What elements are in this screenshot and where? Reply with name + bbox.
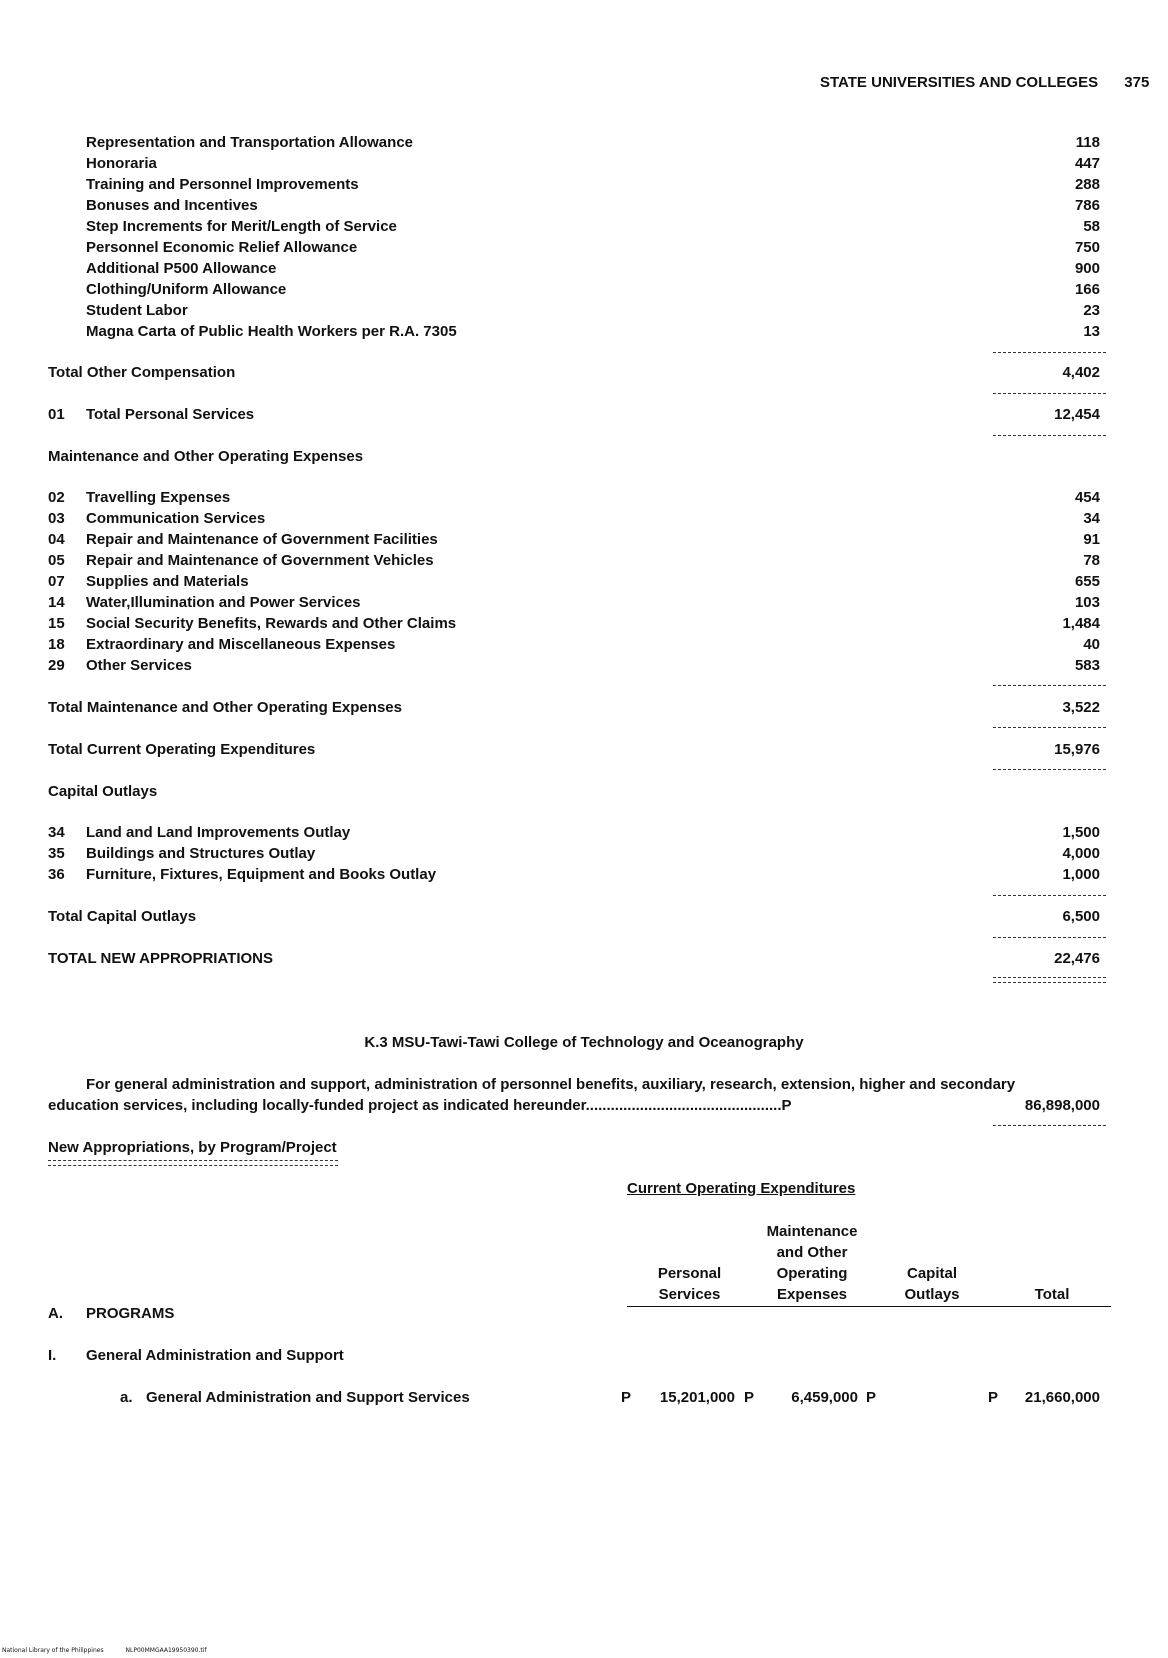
row-a-label: General Administration and Support Services bbox=[146, 1389, 470, 1406]
subtotal-rule bbox=[993, 685, 1106, 686]
line-item-code: 29 bbox=[48, 657, 65, 674]
line-item-label: Other Services bbox=[86, 657, 192, 674]
capital-outlays-heading: Capital Outlays bbox=[48, 783, 158, 800]
mooe-heading: Maintenance and Other Operating Expenses bbox=[48, 448, 364, 465]
line-item-value: 166 bbox=[1074, 281, 1100, 298]
subtotal-rule bbox=[993, 895, 1106, 896]
row-a-personal: 15,201,000 bbox=[659, 1389, 735, 1406]
line-item-value: 900 bbox=[1074, 260, 1100, 277]
line-item-label: Bonuses and Incentives bbox=[86, 197, 258, 214]
line-item-label: Step Increments for Merit/Length of Service bbox=[86, 218, 397, 235]
col-total bbox=[992, 1284, 1112, 1305]
line-item-label: Personnel Economic Relief Allowance bbox=[86, 239, 358, 256]
line-item-label: Repair and Maintenance of Government Facilities bbox=[86, 531, 438, 548]
appropriations-heading-double-rule bbox=[48, 1160, 338, 1166]
header-title: STATE UNIVERSITIES AND COLLEGES bbox=[820, 74, 1099, 91]
col-mooe-line4: Expenses bbox=[776, 1286, 848, 1303]
line-item-value: 288 bbox=[1074, 176, 1100, 193]
line-item-label: Student Labor bbox=[86, 302, 188, 319]
line-item-value: 1,000 bbox=[1062, 866, 1100, 883]
line-item-label: Additional P500 Allowance bbox=[86, 260, 277, 277]
amount-rule bbox=[993, 1125, 1106, 1126]
subtotal-rule bbox=[993, 393, 1106, 394]
line-item-value: 1,484 bbox=[1062, 615, 1100, 632]
subtotal-rule bbox=[993, 435, 1106, 436]
line-item-value: 786 bbox=[1074, 197, 1100, 214]
line-item-label: Furniture, Fixtures, Equipment and Books Outlay bbox=[86, 866, 437, 883]
col-capital-line2: Outlays bbox=[904, 1286, 960, 1303]
line-item-code: 36 bbox=[48, 866, 65, 883]
total-new-appropriations-value: 22,476 bbox=[1054, 950, 1100, 967]
line-item-value: 1,500 bbox=[1062, 824, 1100, 841]
line-item-value: 750 bbox=[1074, 239, 1100, 256]
col-capital-outlays bbox=[872, 1263, 992, 1305]
running-header bbox=[820, 74, 1149, 91]
line-item-code: 05 bbox=[48, 552, 65, 569]
line-item-value: 118 bbox=[1075, 134, 1100, 151]
line-item-label: Training and Personnel Improvements bbox=[86, 176, 359, 193]
line-item-code: 04 bbox=[48, 531, 65, 548]
total-capital-outlays-value: 6,500 bbox=[1062, 908, 1100, 925]
line-item-value: 583 bbox=[1074, 657, 1100, 674]
row-a-total: 21,660,000 bbox=[1024, 1389, 1100, 1406]
line-item-code: 03 bbox=[48, 510, 65, 527]
total-current-operating-value: 15,976 bbox=[1054, 741, 1100, 758]
programs-letter: A. bbox=[48, 1305, 63, 1322]
section-paragraph-line2: education services, including locally-funded project as indicated hereunder...............................................P bbox=[48, 1097, 792, 1114]
line-item-label: Repair and Maintenance of Government Vehicles bbox=[86, 552, 434, 569]
programs-label: PROGRAMS bbox=[86, 1305, 175, 1322]
total-personal-services-value: 12,454 bbox=[1054, 406, 1100, 423]
line-item-label: Supplies and Materials bbox=[86, 573, 249, 590]
line-item-label: Representation and Transportation Allowance bbox=[86, 134, 413, 151]
scan-footer bbox=[2, 1647, 207, 1654]
line-item-value: 91 bbox=[1083, 531, 1100, 548]
row-a-letter: a. bbox=[120, 1389, 133, 1406]
line-item-label: Travelling Expenses bbox=[86, 489, 231, 506]
subtotal-rule bbox=[993, 769, 1106, 770]
total-other-compensation-label: Total Other Compensation bbox=[48, 364, 236, 381]
line-item-label: Extraordinary and Miscellaneous Expenses bbox=[86, 636, 396, 653]
line-item-value: 58 bbox=[1083, 218, 1100, 235]
line-item-value: 78 bbox=[1083, 552, 1100, 569]
line-item-value: 454 bbox=[1074, 489, 1100, 506]
line-item-value: 34 bbox=[1083, 510, 1100, 527]
line-item-label: Honoraria bbox=[86, 155, 157, 172]
line-item-value: 23 bbox=[1083, 302, 1100, 319]
col-personal-services bbox=[627, 1263, 752, 1305]
total-new-appropriations-label: TOTAL NEW APPROPRIATIONS bbox=[48, 950, 274, 967]
line-item-value: 13 bbox=[1083, 323, 1100, 340]
line-item-label: Water,Illumination and Power Services bbox=[86, 594, 361, 611]
col-mooe-line2: and Other bbox=[776, 1244, 848, 1261]
col-capital-line1: Capital bbox=[906, 1265, 957, 1282]
col-personal-line2: Services bbox=[658, 1286, 721, 1303]
total-mooe-label: Total Maintenance and Other Operating Expenses bbox=[48, 699, 402, 716]
subtotal-rule bbox=[993, 727, 1106, 728]
footer-file: NLP00MMGAA19950390.tif bbox=[125, 1647, 207, 1654]
line-item-code: 18 bbox=[48, 636, 65, 653]
row-a-peso-total: P bbox=[988, 1389, 999, 1406]
line-item-code: 07 bbox=[48, 573, 65, 590]
personal-services-code: 01 bbox=[48, 406, 65, 423]
grand-total-double-rule bbox=[993, 977, 1106, 983]
line-item-value: 655 bbox=[1074, 573, 1100, 590]
line-item-code: 02 bbox=[48, 489, 65, 506]
line-item-code: 35 bbox=[48, 845, 65, 862]
row-a-peso-mooe: P bbox=[744, 1389, 755, 1406]
row-a-mooe: 6,459,000 bbox=[791, 1389, 858, 1406]
program-i-number: I. bbox=[48, 1347, 57, 1364]
total-mooe-value: 3,522 bbox=[1062, 699, 1100, 716]
line-item-label: Buildings and Structures Outlay bbox=[86, 845, 316, 862]
total-personal-services-label: Total Personal Services bbox=[86, 406, 255, 423]
line-item-value: 447 bbox=[1074, 155, 1100, 172]
col-mooe-line1: Maintenance bbox=[766, 1223, 858, 1240]
section-paragraph-line1: For general administration and support, administration of personnel benefits, auxiliary, research, extension, higher and secondary bbox=[86, 1076, 1016, 1093]
total-capital-outlays-label: Total Capital Outlays bbox=[48, 908, 197, 925]
page-number: 375 bbox=[1124, 74, 1150, 91]
current-operating-heading: Current Operating Expenditures bbox=[627, 1180, 856, 1197]
col-mooe-line3: Operating bbox=[776, 1265, 848, 1282]
line-item-code: 15 bbox=[48, 615, 65, 632]
subtotal-rule bbox=[993, 937, 1106, 938]
total-other-compensation-value: 4,402 bbox=[1062, 364, 1100, 381]
row-a-peso-capital: P bbox=[866, 1389, 877, 1406]
line-item-value: 103 bbox=[1074, 594, 1100, 611]
col-personal-line1: Personal bbox=[657, 1265, 722, 1282]
line-item-label: Communication Services bbox=[86, 510, 266, 527]
col-total-label: Total bbox=[1034, 1286, 1070, 1303]
line-item-label: Clothing/Uniform Allowance bbox=[86, 281, 287, 298]
footer-library: National Library of the Philippines bbox=[2, 1647, 104, 1654]
section-amount: 86,898,000 bbox=[1024, 1097, 1100, 1114]
subtotal-rule bbox=[993, 352, 1106, 353]
column-header-rule bbox=[627, 1306, 1111, 1307]
line-item-code: 14 bbox=[48, 594, 65, 611]
row-a-peso-personal: P bbox=[621, 1389, 632, 1406]
total-current-operating-label: Total Current Operating Expenditures bbox=[48, 741, 316, 758]
program-i-label: General Administration and Support bbox=[86, 1347, 344, 1364]
line-item-label: Magna Carta of Public Health Workers per R.A. 7305 bbox=[86, 323, 457, 340]
appropriations-heading: New Appropriations, by Program/Project bbox=[48, 1139, 337, 1156]
col-mooe bbox=[752, 1221, 872, 1305]
line-item-label: Social Security Benefits, Rewards and Other Claims bbox=[86, 615, 457, 632]
section-title: K.3 MSU-Tawi-Tawi College of Technology and Oceanography bbox=[364, 1034, 804, 1051]
line-item-label: Land and Land Improvements Outlay bbox=[86, 824, 351, 841]
line-item-value: 40 bbox=[1083, 636, 1100, 653]
line-item-value: 4,000 bbox=[1062, 845, 1100, 862]
line-item-code: 34 bbox=[48, 824, 65, 841]
